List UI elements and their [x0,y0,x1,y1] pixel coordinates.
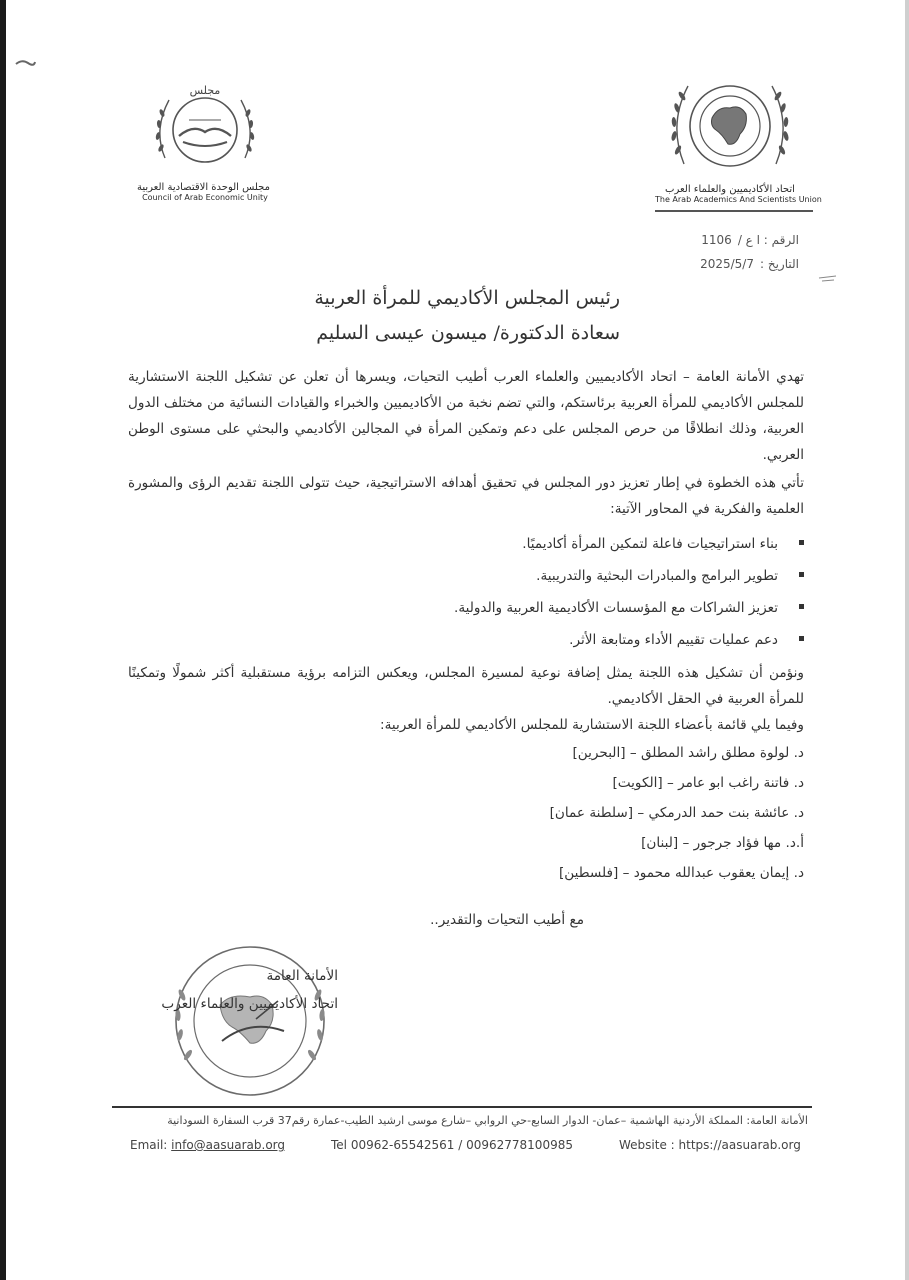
footer-email [130,1138,285,1152]
footer-rule [112,1106,812,1108]
footer-website [619,1138,801,1152]
member-item: د. لولوة مطلق راشد المطلق – [البحرين] [572,745,804,761]
svg-text:مجلس: مجلس [189,84,221,97]
bullet-item: تطوير البرامج والمبادرات البحثية والتدريبية. [128,560,778,592]
recipient-title: رئيس المجلس الأكاديمي للمرأة العربية [314,287,620,309]
website-label: Website : [618,1138,675,1152]
scan-edge-right [905,0,909,1280]
header-rule [655,210,813,212]
recipient-name: سعادة الدكتورة/ ميسون عيسى السليم [316,322,620,344]
tel-value: 00962-65542561 / 00962778100985 [350,1138,573,1152]
reference-date-value: 2025/5/7 [700,257,754,271]
globe-emblem-icon [666,68,794,180]
signatory-block [128,962,338,1018]
body-paragraph-1: تهدي الأمانة العامة – اتحاد الأكاديميين والعلماء العرب أطيب التحيات، ويسرها أن تعلن عن تشكيل اللجنة الاستشارية للمجلس الأكاديمي للمرأة العربية برئاستكم، والتي تضم نخبة من الأكاديميين والخبراء والقيادات النسائية من مختلف الدول العربية، وذلك انطلاقًا من حرص المجلس على دعم وتمكين المرأة في المجالين الأكاديمي والبحثي على مستوى الوطن العربي. [128,369,804,463]
member-item: أ.د. مها فؤاد جرجور – [لبنان] [641,835,804,851]
council-arab-economic-unity-logo [137,80,270,215]
signatory-line-2: اتحاد الأكاديميين والعلماء العرب [161,996,338,1012]
right-logo-caption-ar: اتحاد الأكاديميين والعلماء العرب [665,184,795,195]
member-item: د. عائشة بنت حمد الدرمكي – [سلطنة عمان] [549,805,804,821]
bullet-item: تعزيز الشراكات مع المؤسسات الأكاديمية العربية والدولية. [128,592,778,624]
side-scan-mark [818,272,838,284]
bullet-item: دعم عمليات تقييم الأداء ومتابعة الأثر. [128,624,778,656]
tel-label: Tel [331,1138,348,1152]
footer-phone [331,1138,573,1152]
reference-number-row [700,228,799,252]
reference-date-label: التاريخ : [759,257,799,271]
footer-contact-row [130,1138,810,1152]
bullet-item: بناء استراتيجيات فاعلة لتمكين المرأة أكاديميًا. [128,528,778,560]
body-paragraph-3: ونؤمن أن تشكيل هذه اللجنة يمثل إضافة نوعية لمسيرة المجلس، ويعكس التزامه برؤية مستقبلية أكثر شمولًا وتمكينًا للمرأة العربية في الحقل الأكاديمي. [128,665,804,707]
corner-scan-mark [14,58,36,68]
email-link[interactable]: info@aasuarab.org [171,1138,285,1152]
handshake-emblem-icon [149,80,261,178]
reference-block [700,228,799,276]
scan-edge-left [0,0,6,1280]
arab-academics-union-logo [655,68,822,213]
closing-greeting: مع أطيب التحيات والتقدير.. [430,912,584,928]
reference-date-row [700,252,799,276]
members-list [128,738,804,888]
signatory-line-1: الأمانة العامة [266,968,338,984]
members-intro: وفيما يلي قائمة بأعضاء اللجنة الاستشارية للمجلس الأكاديمي للمرأة العربية: [379,717,804,733]
member-item: د. إيمان يعقوب عبدالله محمود – [فلسطين] [558,865,804,881]
reference-number-label: الرقم : ا ع / [737,233,799,247]
left-logo-caption-en: Council of Arab Economic Unity [142,193,268,202]
member-item: د. فاتنة راغب ابو عامر – [الكويت] [612,775,804,791]
right-logo-caption-en: The Arab Academics And Scientists Union [655,195,822,204]
official-seal-icon [160,935,340,1105]
reference-number-value: 1106 [701,233,732,247]
body-paragraph-2: تأتي هذه الخطوة في إطار تعزيز دور المجلس في تحقيق أهدافه الاستراتيجية، حيث تتولى اللجنة تقديم الرؤى والمشورة العلمية والفكرية في المحاور الآتية: [128,475,804,517]
axes-bullet-list [128,528,804,656]
left-logo-caption-ar: مجلس الوحدة الاقتصادية العربية [137,182,270,193]
footer-address: الأمانة العامة: المملكة الأردنية الهاشمية –عمان- الدوار السابع-حي الروابي –شارع موسى ارشيد الطيب-عمارة رقم37 قرب السفارة السودانية [167,1114,808,1127]
website-link[interactable]: https://aasuarab.org [678,1138,801,1152]
letter-body [128,364,804,888]
email-label: Email: [130,1138,168,1152]
